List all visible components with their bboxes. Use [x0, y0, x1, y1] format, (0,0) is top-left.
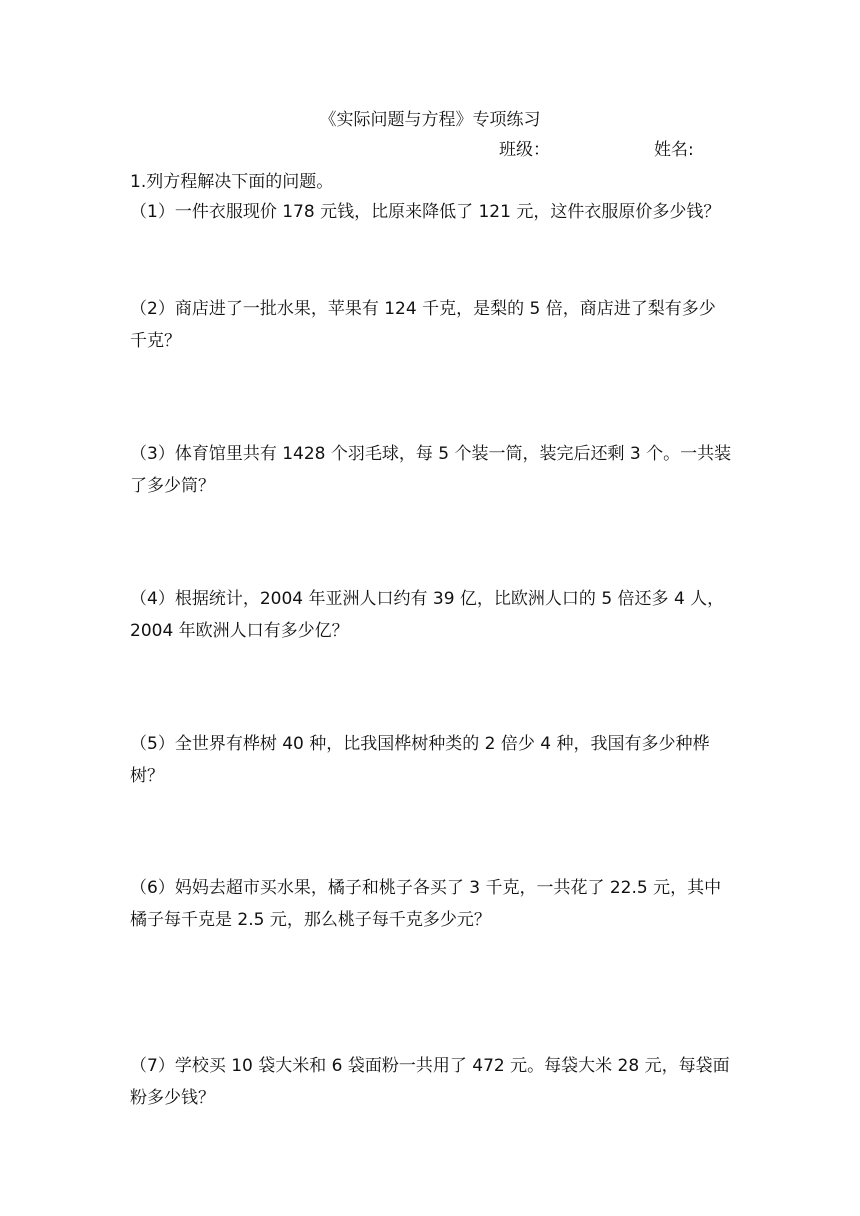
question-5 [130, 728, 730, 792]
question-3-line-1: （3）体育馆里共有 1428 个羽毛球，每 5 个装一筒，装完后还剩 3 个。一共装 [130, 444, 732, 464]
question-3-line-2: 了多少筒？ [130, 476, 215, 496]
question-4-line-1: （4）根据统计，2004 年亚洲人口约有 39 亿，比欧洲人口的 5 倍还多 4 人， [130, 589, 725, 609]
question-6-line-2: 橘子每千克是 2.5 元，那么桃子每千克多少元？ [130, 910, 491, 930]
question-6 [130, 872, 730, 936]
question-5-line-1: （5）全世界有桦树 40 种，比我国桦树种类的 2 倍少 4 种，我国有多少种桦 [130, 734, 710, 754]
question-7-line-2: 粉多少钱？ [130, 1088, 215, 1108]
question-1 [130, 196, 730, 228]
question-4-line-2: 2004 年欧洲人口有多少亿？ [130, 621, 349, 641]
question-2 [130, 293, 730, 357]
question-5-line-2: 树？ [130, 766, 164, 786]
question-7-line-1: （7）学校买 10 袋大米和 6 袋面粉一共用了 472 元。每袋大米 28 元，每袋面 [130, 1056, 730, 1076]
name-label: 姓名: [654, 140, 694, 160]
section-heading: 1.列方程解决下面的问题。 [130, 172, 334, 192]
question-4 [130, 583, 730, 647]
question-7 [130, 1050, 730, 1114]
question-6-line-1: （6）妈妈去超市买水果，橘子和桃子各买了 3 千克，一共花了 22.5 元，其中 [130, 878, 722, 898]
question-3 [130, 438, 730, 502]
page-title: 《实际问题与方程》专项练习 [319, 110, 541, 130]
question-1-line-1: （1）一件衣服现价 178 元钱，比原来降低了 121 元，这件衣服原价多少钱？ [130, 202, 721, 222]
class-label: 班级： [499, 140, 550, 160]
question-2-line-2: 千克？ [130, 331, 181, 351]
question-2-line-1: （2）商店进了一批水果，苹果有 124 千克，是梨的 5 倍，商店进了梨有多少 [130, 299, 716, 319]
